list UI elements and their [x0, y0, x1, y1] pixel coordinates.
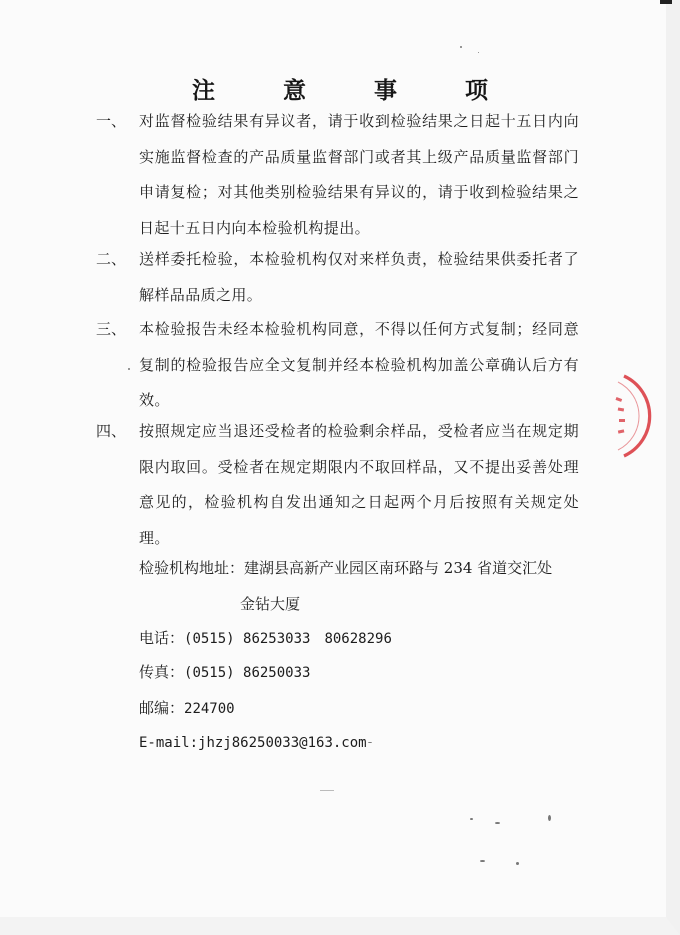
scan-speck: [368, 742, 372, 743]
scan-speck: [128, 368, 130, 370]
scan-speck: [548, 815, 551, 821]
email-line: [139, 731, 367, 755]
phone-line: [139, 626, 392, 651]
address-line-2: [240, 592, 300, 616]
official-seal-partial: [600, 372, 678, 460]
address-label: 检验机构地址：: [139, 559, 245, 577]
postcode-line: [139, 696, 235, 721]
item-text: 对监督检验结果有异议者，请于收到检验结果之日起十五日内向实施监督检查的产品质量监督部门或者其上级产品质量监督部门申请复检；对其他类别检验结果有异议的，请于收到检验结果之日起十五日内向本检验机构提出。: [139, 112, 579, 237]
item-number: 四、: [96, 422, 127, 440]
fax-label: 传真：: [139, 663, 185, 681]
item-number: 二、: [96, 250, 127, 268]
scan-speck: [478, 52, 479, 53]
fax-line: [139, 660, 310, 685]
item-number: 一、: [96, 112, 127, 130]
item-number: 三、: [96, 320, 127, 338]
item-text: 送样委托检验，本检验机构仅对来样负责，检验结果供委托者了解样品品质之用。: [139, 250, 579, 304]
scan-speck: [480, 860, 485, 862]
address-value: 建湖县高新产业园区南环路与 234 省道交汇处: [244, 559, 553, 577]
item-text: 按照规定应当退还受检者的检验剩余样品，受检者应当在规定期限内取回。受检者在规定期限内不取回样品，又不提出妥善处理意见的，检验机构自发出通知之日起两个月后按照有关规定处理。: [139, 422, 579, 547]
email-label: E-mail:: [139, 735, 199, 751]
address-value-2: 金钻大厦: [240, 595, 301, 613]
page-title: 注 意 事 项: [191, 78, 519, 104]
phone-label: 电话：: [139, 629, 185, 647]
fax-value: (0515) 86250033: [184, 665, 311, 681]
scan-speck: [495, 822, 500, 824]
phone-value: (0515) 86253033 80628296: [184, 631, 392, 647]
scan-speck: [320, 790, 334, 791]
postcode-label: 邮编：: [139, 699, 185, 717]
item-text: 本检验报告未经本检验机构同意，不得以任何方式复制；经同意复制的检验报告应全文复制并经本检验机构加盖公章确认后方有效。: [139, 320, 579, 409]
scan-speck: [516, 862, 519, 865]
postcode-value: 224700: [184, 701, 235, 717]
address-line: [139, 556, 552, 580]
corner-mark: [660, 0, 672, 4]
scan-speck: [470, 818, 473, 820]
email-value: jhzj86250033@163.com: [198, 735, 367, 751]
scan-speck: [460, 46, 462, 48]
